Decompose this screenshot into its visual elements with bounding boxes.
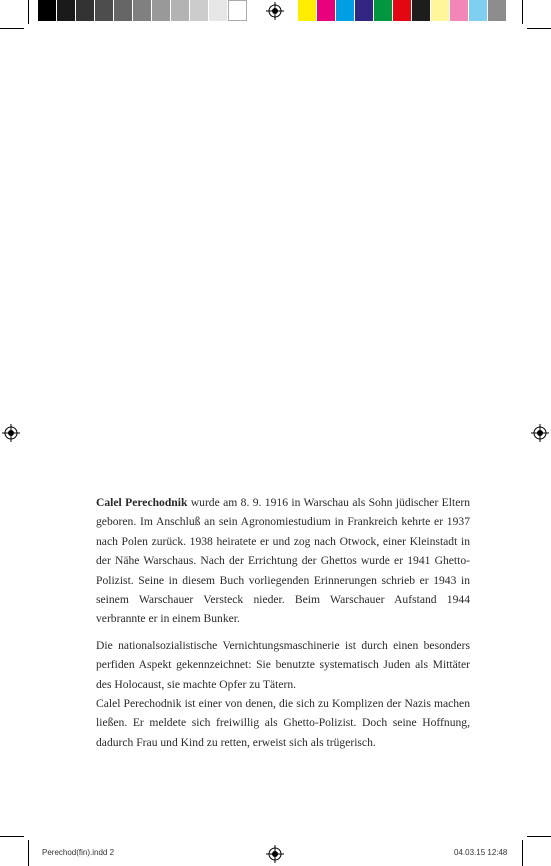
gray-swatch [228, 0, 247, 21]
process-swatch [374, 0, 393, 21]
crop-mark-bottom-left-h [0, 836, 24, 837]
process-swatch [469, 0, 488, 21]
crop-mark-top-left-v [28, 0, 29, 24]
process-swatch [488, 0, 507, 21]
process-swatch [431, 0, 450, 21]
process-swatch [336, 0, 355, 21]
slug-datetime: 04.03.15 12:48 [454, 848, 508, 857]
process-swatch [412, 0, 431, 21]
crop-mark-bottom-right-h [527, 836, 551, 837]
gray-swatch [57, 0, 76, 21]
process-swatch [317, 0, 336, 21]
gray-swatch [152, 0, 171, 21]
gray-swatch [95, 0, 114, 21]
registration-mark-top-icon [266, 2, 284, 20]
gray-swatch [190, 0, 209, 21]
process-swatch [298, 0, 317, 21]
paragraph-bio [96, 493, 470, 629]
gray-swatch [209, 0, 228, 21]
paragraph-summary: Calel Perechodnik ist einer von denen, die sich zu Komplizen der Nazis machen ließen. Er meldete sich freiwillig als Ghetto-Polizist. Doch seine Hoffnung, dadurch Frau und Kind zu retten, erweist sich als trügerisch. [96, 697, 470, 749]
crop-mark-top-left-h [0, 28, 24, 29]
gray-swatch [38, 0, 57, 21]
crop-mark-bottom-right-v [522, 840, 523, 866]
process-color-bar [298, 0, 507, 21]
process-swatch [450, 0, 469, 21]
slug-filename: Perechod(fin).indd 2 [42, 848, 115, 857]
author-bio-text [96, 493, 470, 752]
process-swatch [393, 0, 412, 21]
crop-mark-top-right-v [522, 0, 523, 24]
gray-swatch [133, 0, 152, 21]
gray-swatch [76, 0, 95, 21]
grayscale-color-bar [38, 0, 247, 21]
bio-text: wurde am 8. 9. 1916 in Warschau als Sohn jüdischer Eltern geboren. Im Anschluß an sein Agronomiestudium in Frankreich kehrte er 1937 nach Polen zurück. 1938 heiratete er und zog nach Otwock, einer Kleinstadt in der Nähe Warschaus. Nach der Errichtung der Ghettos wurde er 1941 Ghetto-Polizist. Seine in diesem Buch vorliegenden Erinnerungen schrieb er 1943 in seinem Warschauer Versteck nieder. Beim Warschauer Aufstand 1944 verbrannte er in einem Bunker. [96, 496, 471, 626]
registration-mark-right-icon [531, 424, 549, 442]
registration-mark-left-icon [2, 424, 20, 442]
gray-swatch [171, 0, 190, 21]
crop-mark-bottom-left-v [28, 840, 29, 866]
gray-swatch [114, 0, 133, 21]
paragraph-context: Die nationalsozialistische Vernichtungsmaschinerie ist durch einen besonders perfiden Aspekt gekennzeichnet: Sie benutzte systematisch Juden als Mittäter des Holocaust, sie machte Opfer zu Tätern. [96, 638, 470, 691]
process-swatch [355, 0, 374, 21]
author-name: Calel Perechodnik [96, 496, 188, 509]
crop-mark-top-right-h [527, 28, 551, 29]
registration-mark-bottom-icon [266, 845, 284, 863]
